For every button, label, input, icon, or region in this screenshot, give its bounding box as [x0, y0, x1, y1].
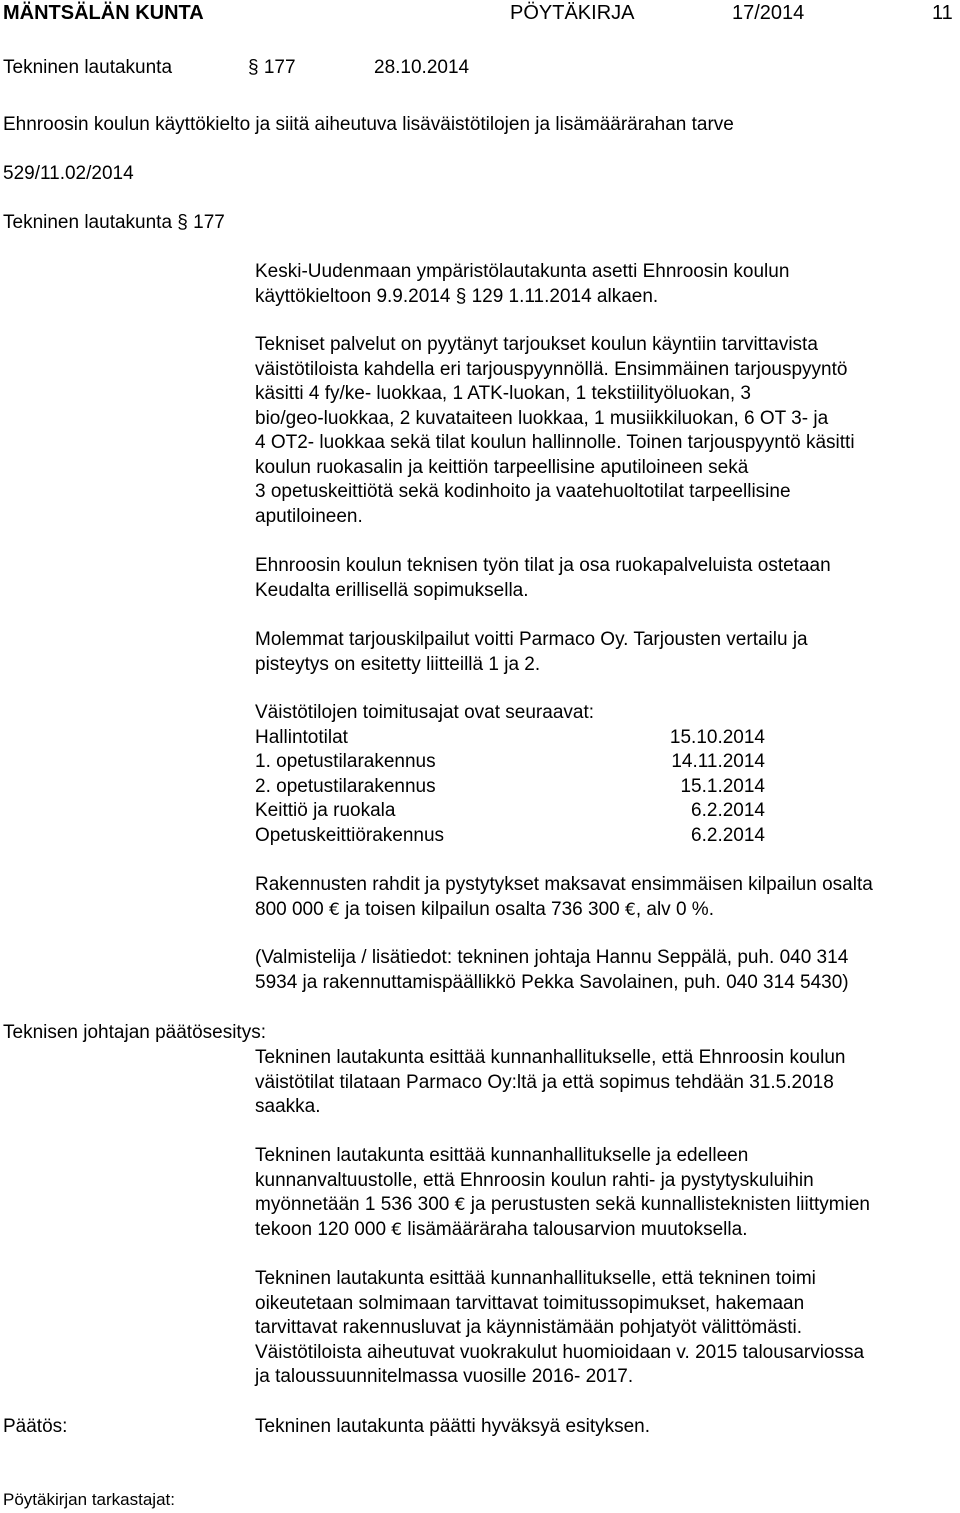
item-title: Ehnroosin koulun käyttökielto ja siitä aiheutuva lisäväistötilojen ja lisämäärärahan tarve: [3, 114, 734, 135]
text-line: Keudalta erillisellä sopimuksella.: [255, 579, 529, 601]
text-line: Tekninen lautakunta esittää kunnanhallitukselle, että Ehnroosin koulun: [255, 1047, 846, 1068]
section-number: 177: [263, 57, 296, 78]
text-line: Tekninen lautakunta esittää kunnanhallitukselle ja edelleen: [255, 1145, 749, 1166]
euro-symbol: €: [391, 1219, 403, 1240]
text-line: ja taloussuunnitelmassa vuosille 2016- 2017.: [255, 1366, 634, 1387]
text-line: Ehnroosin koulun teknisen työn tilat ja osa ruokapalveluista ostetaan: [255, 555, 831, 576]
schedule-date: 6.2.2014: [691, 800, 765, 821]
minutes-checkers-label: Pöytäkirjan tarkastajat:: [3, 1490, 175, 1509]
text-line: [255, 898, 873, 923]
proposal-paragraph-2: [255, 1144, 870, 1242]
amount: 800 000: [255, 898, 324, 920]
text-fragment: 129 1.11.2014 alkaen.: [471, 285, 659, 307]
text-line: 5934 ja rakennuttamispäällikkö Pekka Savolainen, puh. 040 314 5430): [255, 971, 849, 993]
text-line: 3 opetuskeittiötä sekä kodinhoito ja vaatehuoltotilat tarpeellisine: [255, 481, 791, 502]
text-line: [255, 285, 789, 310]
text-fragment: , alv 0 %.: [635, 898, 714, 920]
text-line: [255, 1193, 870, 1218]
meeting-date: 28.10.2014: [374, 57, 470, 78]
schedule-row: [255, 750, 775, 775]
euro-symbol: €: [454, 1195, 466, 1215]
text-line: tarvittavat rakennusluvat ja käynnistämään pohjatyöt välittömästi.: [255, 1317, 803, 1338]
section-symbol: §: [455, 285, 467, 307]
text-line: kunnanvaltuustolle, että Ehnroosin koulun rahti- ja pystytyskuluihin: [255, 1169, 814, 1191]
text-line: 4 OT2- luokkaa sekä tilat koulun hallinnolle. Toinen tarjouspyyntö käsitti: [255, 432, 855, 453]
text-line: (Valmistelija / lisätiedot: tekninen johtaja Hannu Seppälä, puh. 040 314: [255, 947, 849, 968]
text-line: Molemmat tarjouskilpailut voitti Parmaco Oy. Tarjousten vertailu ja: [255, 629, 808, 650]
text-fragment: lisämääräraha talousarvion muutoksella.: [407, 1218, 748, 1240]
text-line: väistötiloista kahdella eri tarjouspyynnöllä. Ensimmäinen tarjouspyyntö: [255, 358, 848, 380]
section-mark: [248, 56, 296, 81]
schedule-label: 2. opetustilarakennus: [255, 776, 436, 797]
doc-number: 17/2014: [732, 2, 805, 24]
text-line: [255, 1218, 870, 1243]
section-symbol: §: [177, 212, 188, 233]
text-fragment: ja toisen kilpailun osalta 736 300: [345, 898, 620, 920]
schedule-label: Opetuskeittiörakennus: [255, 825, 445, 846]
text-fragment: myönnetään 1 536 300: [255, 1194, 450, 1215]
item-board-line: [3, 211, 225, 236]
decision-label: Päätös:: [3, 1416, 68, 1437]
proposal-heading: Teknisen johtajan päätösesitys:: [3, 1022, 266, 1043]
schedule-intro: Väistötilojen toimitusajat ovat seuraavat:: [255, 702, 595, 723]
schedule-row: [255, 824, 775, 849]
schedule-date: 6.2.2014: [691, 825, 765, 846]
text-line: aputiloineen.: [255, 505, 363, 527]
text-line: käsitti 4 fy/ke- luokkaa, 1 ATK-luokan, 1 tekstiilityöluokan, 3: [255, 383, 751, 404]
item-board-section: 177: [193, 212, 225, 233]
text-line: oikeutetaan solmimaan tarvittavat toimitussopimukset, hakemaan: [255, 1292, 805, 1314]
text-fragment: käyttökieltoon 9.9.2014: [255, 285, 451, 307]
text-line: pisteytys on esitetty liitteillä 1 ja 2.: [255, 653, 541, 675]
proposal-paragraph-3: [255, 1267, 864, 1390]
schedule-label: Keittiö ja ruokala: [255, 800, 396, 821]
schedule-row: [255, 799, 775, 824]
org-name: MÄNTSÄLÄN KUNTA: [3, 2, 204, 24]
board-name: Tekninen lautakunta: [3, 57, 173, 78]
doc-type: PÖYTÄKIRJA: [510, 2, 635, 24]
section-symbol: §: [248, 57, 259, 78]
text-line: väistötilat tilataan Parmaco Oy:ltä ja että sopimus tehdään 31.5.2018: [255, 1071, 834, 1093]
schedule-row: [255, 775, 775, 800]
schedule-date: 15.1.2014: [680, 776, 765, 797]
item-reference: 529/11.02/2014: [3, 163, 134, 184]
proposal-paragraph-1: [255, 1046, 845, 1120]
page-number: 11: [932, 2, 953, 24]
euro-symbol: €: [328, 899, 340, 920]
text-line: bio/geo-luokkaa, 2 kuvataiteen luokkaa, 1 musiikkiluokan, 6 OT 3- ja: [255, 407, 829, 429]
paragraph-contacts: [255, 946, 849, 995]
text-line: saakka.: [255, 1096, 321, 1117]
text-line: Tekninen lautakunta esittää kunnanhallitukselle, että tekninen toimi: [255, 1268, 816, 1289]
decision-text: Tekninen lautakunta päätti hyväksyä esityksen.: [255, 1416, 651, 1437]
text-line: Tekniset palvelut on pyytänyt tarjoukset koulun käyntiin tarvittavista: [255, 334, 818, 355]
text-fragment: ja perustusten sekä kunnallisteknisten liittymien: [470, 1194, 870, 1215]
euro-symbol: €: [625, 899, 636, 920]
text-line: Väistötiloista aiheutuvat vuokrakulut huomioidaan v. 2015 talousarviossa: [255, 1341, 865, 1363]
paragraph-winner: [255, 628, 808, 677]
paragraph-costs: [255, 873, 873, 922]
schedule-label: 1. opetustilarakennus: [255, 751, 436, 772]
schedule-date: 14.11.2014: [671, 751, 765, 772]
item-board-name: Tekninen lautakunta: [3, 212, 173, 233]
text-line: Rakennusten rahdit ja pystytykset maksavat ensimmäisen kilpailun osalta: [255, 874, 873, 895]
text-fragment: tekoon 120 000: [255, 1218, 387, 1240]
schedule-row: [255, 726, 775, 751]
schedule-label: Hallintotilat: [255, 727, 348, 748]
paragraph-purchases: [255, 554, 831, 603]
schedule-date: 15.10.2014: [669, 727, 765, 748]
text-line: koulun ruokasalin ja keittiön tarpeellisine aputiloineen sekä: [255, 456, 749, 478]
text-line: Keski-Uudenmaan ympäristölautakunta asetti Ehnroosin koulun: [255, 261, 790, 282]
paragraph-tenders: [255, 333, 855, 529]
paragraph-order: [255, 260, 789, 309]
